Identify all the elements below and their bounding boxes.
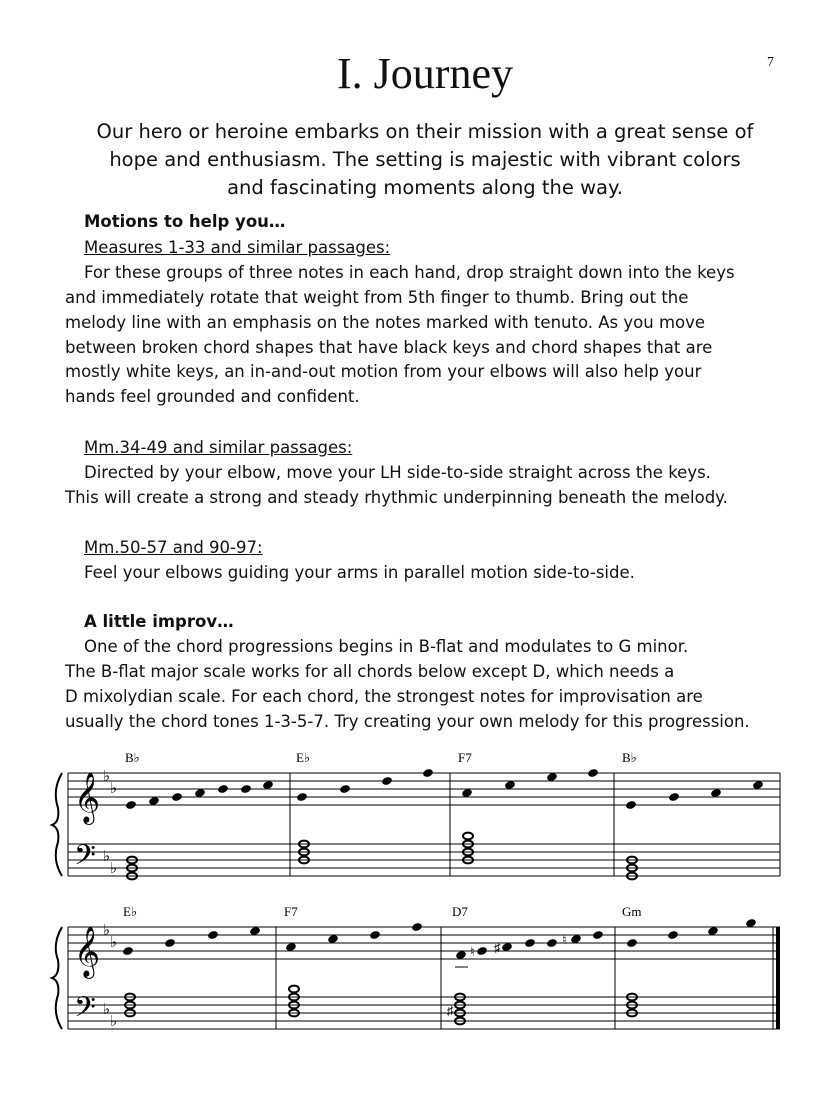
- intro-paragraph: Our hero or heroine embarks on their mission with a great sense of hope and enthusiasm. The setting is majestic with vibrant colors and fascinating moments along the way.: [96, 120, 754, 199]
- flat-icon: ♭: [103, 923, 111, 939]
- section1-line: melody line with an emphasis on the notes marked with tenuto. As you move: [65, 313, 706, 332]
- sharp-icon: ♯: [447, 1003, 454, 1018]
- section1-line: and immediately rotate that weight from 5th finger to thumb. Bring out the: [65, 288, 689, 307]
- section1-line: between broken chord shapes that have black keys and chord shapes that are: [65, 338, 713, 357]
- improv-line: The B-flat major scale works for all chords below except D, which needs a: [65, 662, 675, 681]
- section3-label: Mm.50-57 and 90-97:: [84, 538, 263, 557]
- section1-line: For these groups of three notes in each hand, drop straight down into the keys: [84, 263, 735, 282]
- bass-clef-icon: 𝄢: [74, 993, 96, 1030]
- improv-heading: A little improv…: [84, 612, 234, 631]
- system1-bass-chords: [127, 833, 637, 880]
- flat-icon: ♭: [110, 781, 118, 797]
- section3-line: Feel your elbows guiding your arms in parallel motion side-to-side.: [84, 563, 635, 582]
- section1-label: Measures 1-33 and similar passages:: [84, 238, 391, 257]
- treble-clef-icon: 𝄞: [74, 927, 101, 976]
- flat-icon: ♭: [103, 1002, 111, 1018]
- page-number: 7: [767, 55, 774, 70]
- improv-line: usually the chord tones 1-3-5-7. Try creating your own melody for this progression.: [65, 712, 750, 731]
- treble-clef-icon: 𝄞: [74, 773, 101, 822]
- system1-bass-staff: [68, 844, 780, 876]
- chord-symbol: F7: [284, 904, 298, 919]
- flat-icon: ♭: [110, 935, 118, 951]
- natural-icon: ♮: [562, 932, 567, 947]
- chord-symbol: E♭: [296, 750, 311, 765]
- chord-symbol: F7: [458, 750, 472, 765]
- section2-line: Directed by your elbow, move your LH side-to-side straight across the keys.: [84, 463, 711, 482]
- system2-bass-staff: [68, 997, 780, 1029]
- chord-symbol: B♭: [622, 750, 637, 765]
- system2-melody-notes: [122, 918, 757, 960]
- system1-brace: [52, 773, 62, 876]
- improv-line: One of the chord progressions begins in B-flat and modulates to G minor.: [84, 637, 689, 656]
- section1-line: hands feel grounded and confident.: [65, 387, 360, 406]
- chord-symbol: Gm: [622, 904, 642, 919]
- flat-icon: ♭: [103, 769, 111, 785]
- system2-brace: [52, 927, 62, 1029]
- bass-clef-icon: 𝄢: [74, 841, 96, 878]
- section1-line: mostly white keys, an in-and-out motion from your elbows will also help your: [65, 362, 702, 381]
- chord-symbol: B♭: [125, 750, 140, 765]
- chord-symbol: E♭: [123, 904, 138, 919]
- sharp-icon: ♯: [494, 940, 501, 955]
- flat-icon: ♭: [103, 849, 111, 865]
- page-title: I. Journey: [337, 49, 513, 98]
- flat-icon: ♭: [110, 1014, 118, 1030]
- natural-icon: ♮: [470, 944, 475, 959]
- improv-line: D mixolydian scale. For each chord, the strongest notes for improvisation are: [65, 687, 703, 706]
- motions-heading: Motions to help you…: [84, 212, 286, 231]
- chord-symbol: D7: [452, 904, 468, 919]
- section2-label: Mm.34-49 and similar passages:: [84, 438, 353, 457]
- section2-line: This will create a strong and steady rhythmic underpinning beneath the melody.: [65, 488, 728, 507]
- flat-icon: ♭: [110, 861, 118, 877]
